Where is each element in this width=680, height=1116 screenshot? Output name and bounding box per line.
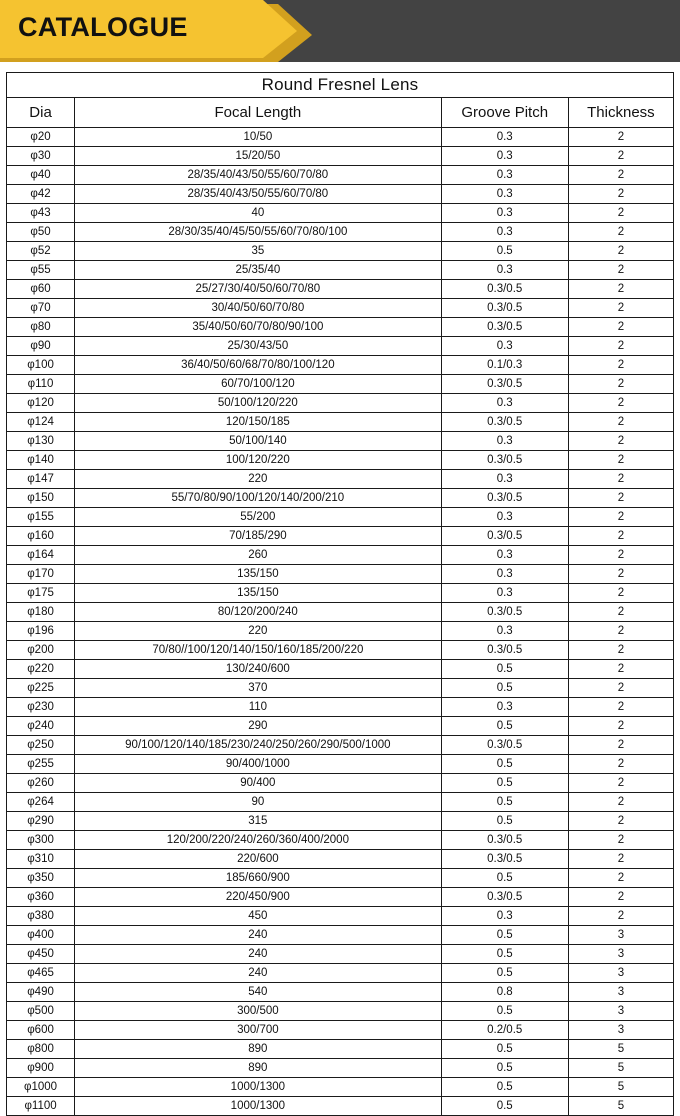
cell-focal-length: 260 [75, 546, 442, 565]
cell-groove-pitch: 0.3 [441, 166, 568, 185]
cell-thickness: 2 [568, 546, 673, 565]
cell-thickness: 2 [568, 679, 673, 698]
cell-dia: φ400 [7, 926, 75, 945]
cell-thickness: 2 [568, 527, 673, 546]
column-header-groove-pitch: Groove Pitch [441, 98, 568, 128]
cell-dia: φ200 [7, 641, 75, 660]
cell-dia: φ100 [7, 356, 75, 375]
cell-groove-pitch: 0.3/0.5 [441, 603, 568, 622]
cell-dia: φ900 [7, 1059, 75, 1078]
cell-focal-length: 25/30/43/50 [75, 337, 442, 356]
cell-thickness: 2 [568, 698, 673, 717]
cell-dia: φ170 [7, 565, 75, 584]
cell-dia: φ40 [7, 166, 75, 185]
cell-focal-length: 90/400/1000 [75, 755, 442, 774]
cell-thickness: 2 [568, 907, 673, 926]
cell-dia: φ230 [7, 698, 75, 717]
cell-thickness: 2 [568, 508, 673, 527]
cell-groove-pitch: 0.5 [441, 755, 568, 774]
cell-focal-length: 130/240/600 [75, 660, 442, 679]
cell-focal-length: 370 [75, 679, 442, 698]
cell-groove-pitch: 0.5 [441, 964, 568, 983]
cell-dia: φ380 [7, 907, 75, 926]
cell-dia: φ260 [7, 774, 75, 793]
cell-dia: φ140 [7, 451, 75, 470]
cell-thickness: 2 [568, 242, 673, 261]
cell-focal-length: 35 [75, 242, 442, 261]
cell-groove-pitch: 0.5 [441, 1078, 568, 1097]
cell-thickness: 2 [568, 451, 673, 470]
cell-groove-pitch: 0.5 [441, 812, 568, 831]
cell-groove-pitch: 0.3 [441, 470, 568, 489]
cell-groove-pitch: 0.5 [441, 869, 568, 888]
cell-focal-length: 70/185/290 [75, 527, 442, 546]
cell-groove-pitch: 0.3/0.5 [441, 375, 568, 394]
cell-dia: φ150 [7, 489, 75, 508]
table-row [7, 204, 674, 223]
cell-focal-length: 90 [75, 793, 442, 812]
cell-groove-pitch: 0.5 [441, 679, 568, 698]
cell-focal-length: 890 [75, 1040, 442, 1059]
table-row [7, 451, 674, 470]
cell-dia: φ1000 [7, 1078, 75, 1097]
cell-groove-pitch: 0.3 [441, 584, 568, 603]
cell-groove-pitch: 0.3/0.5 [441, 831, 568, 850]
page-title: CATALOGUE [18, 12, 188, 42]
table-row [7, 907, 674, 926]
cell-thickness: 2 [568, 318, 673, 337]
cell-focal-length: 36/40/50/60/68/70/80/100/120 [75, 356, 442, 375]
table-row [7, 869, 674, 888]
table-row [7, 1002, 674, 1021]
cell-groove-pitch: 0.3/0.5 [441, 413, 568, 432]
table-head [7, 73, 674, 128]
cell-groove-pitch: 0.3 [441, 508, 568, 527]
cell-thickness: 2 [568, 603, 673, 622]
cell-thickness: 2 [568, 166, 673, 185]
cell-groove-pitch: 0.3/0.5 [441, 451, 568, 470]
table-row [7, 242, 674, 261]
table-row [7, 565, 674, 584]
cell-dia: φ90 [7, 337, 75, 356]
table-row [7, 679, 674, 698]
cell-groove-pitch: 0.2/0.5 [441, 1021, 568, 1040]
cell-focal-length: 220/600 [75, 850, 442, 869]
cell-focal-length: 240 [75, 926, 442, 945]
cell-dia: φ120 [7, 394, 75, 413]
cell-focal-length: 120/150/185 [75, 413, 442, 432]
table-row [7, 812, 674, 831]
cell-dia: φ124 [7, 413, 75, 432]
cell-thickness: 2 [568, 356, 673, 375]
cell-groove-pitch: 0.3 [441, 546, 568, 565]
table-row [7, 793, 674, 812]
cell-thickness: 2 [568, 185, 673, 204]
table-row [7, 755, 674, 774]
cell-groove-pitch: 0.5 [441, 242, 568, 261]
table-row [7, 983, 674, 1002]
cell-groove-pitch: 0.3/0.5 [441, 736, 568, 755]
column-header-dia: Dia [7, 98, 75, 128]
cell-thickness: 2 [568, 128, 673, 147]
cell-dia: φ50 [7, 223, 75, 242]
table-title: Round Fresnel Lens [7, 73, 674, 98]
cell-dia: φ196 [7, 622, 75, 641]
cell-thickness: 2 [568, 489, 673, 508]
cell-groove-pitch: 0.5 [441, 1097, 568, 1116]
cell-groove-pitch: 0.3 [441, 261, 568, 280]
cell-groove-pitch: 0.5 [441, 945, 568, 964]
table-row [7, 318, 674, 337]
cell-groove-pitch: 0.3 [441, 185, 568, 204]
table-row [7, 432, 674, 451]
cell-focal-length: 25/35/40 [75, 261, 442, 280]
cell-thickness: 2 [568, 470, 673, 489]
cell-dia: φ42 [7, 185, 75, 204]
cell-focal-length: 55/70/80/90/100/120/140/200/210 [75, 489, 442, 508]
table-row [7, 337, 674, 356]
table-row [7, 299, 674, 318]
cell-dia: φ360 [7, 888, 75, 907]
cell-focal-length: 80/120/200/240 [75, 603, 442, 622]
cell-thickness: 2 [568, 375, 673, 394]
cell-focal-length: 1000/1300 [75, 1097, 442, 1116]
cell-focal-length: 240 [75, 964, 442, 983]
table-row [7, 1097, 674, 1116]
cell-thickness: 2 [568, 660, 673, 679]
cell-dia: φ220 [7, 660, 75, 679]
cell-focal-length: 28/35/40/43/50/55/60/70/80 [75, 185, 442, 204]
table-row [7, 964, 674, 983]
cell-focal-length: 55/200 [75, 508, 442, 527]
cell-groove-pitch: 0.5 [441, 1040, 568, 1059]
cell-thickness: 2 [568, 793, 673, 812]
cell-dia: φ180 [7, 603, 75, 622]
cell-focal-length: 15/20/50 [75, 147, 442, 166]
cell-dia: φ255 [7, 755, 75, 774]
cell-thickness: 2 [568, 774, 673, 793]
cell-groove-pitch: 0.3/0.5 [441, 489, 568, 508]
cell-groove-pitch: 0.5 [441, 1059, 568, 1078]
cell-focal-length: 300/700 [75, 1021, 442, 1040]
cell-thickness: 2 [568, 831, 673, 850]
cell-groove-pitch: 0.5 [441, 793, 568, 812]
cell-thickness: 2 [568, 584, 673, 603]
cell-groove-pitch: 0.5 [441, 926, 568, 945]
cell-groove-pitch: 0.8 [441, 983, 568, 1002]
cell-focal-length: 135/150 [75, 584, 442, 603]
cell-dia: φ110 [7, 375, 75, 394]
cell-thickness: 2 [568, 280, 673, 299]
cell-groove-pitch: 0.1/0.3 [441, 356, 568, 375]
cell-dia: φ500 [7, 1002, 75, 1021]
cell-dia: φ52 [7, 242, 75, 261]
cell-focal-length: 185/660/900 [75, 869, 442, 888]
cell-groove-pitch: 0.5 [441, 717, 568, 736]
table-row [7, 1021, 674, 1040]
cell-focal-length: 220 [75, 622, 442, 641]
table-body [7, 128, 674, 1116]
table-row [7, 470, 674, 489]
cell-thickness: 2 [568, 850, 673, 869]
cell-dia: φ43 [7, 204, 75, 223]
cell-thickness: 2 [568, 261, 673, 280]
cell-dia: φ465 [7, 964, 75, 983]
cell-groove-pitch: 0.5 [441, 1002, 568, 1021]
cell-dia: φ225 [7, 679, 75, 698]
cell-focal-length: 135/150 [75, 565, 442, 584]
cell-groove-pitch: 0.3 [441, 698, 568, 717]
table-row [7, 546, 674, 565]
cell-dia: φ80 [7, 318, 75, 337]
cell-groove-pitch: 0.3/0.5 [441, 850, 568, 869]
table-row [7, 584, 674, 603]
cell-dia: φ55 [7, 261, 75, 280]
cell-dia: φ300 [7, 831, 75, 850]
cell-dia: φ1100 [7, 1097, 75, 1116]
table-row [7, 527, 674, 546]
table-row [7, 698, 674, 717]
table-row [7, 489, 674, 508]
cell-groove-pitch: 0.3 [441, 907, 568, 926]
cell-groove-pitch: 0.3 [441, 622, 568, 641]
cell-dia: φ310 [7, 850, 75, 869]
cell-dia: φ20 [7, 128, 75, 147]
cell-focal-length: 50/100/140 [75, 432, 442, 451]
cell-groove-pitch: 0.3/0.5 [441, 318, 568, 337]
table-header-row [7, 98, 674, 128]
table-row [7, 147, 674, 166]
cell-dia: φ240 [7, 717, 75, 736]
cell-thickness: 2 [568, 717, 673, 736]
cell-thickness: 3 [568, 945, 673, 964]
cell-thickness: 2 [568, 641, 673, 660]
cell-focal-length: 1000/1300 [75, 1078, 442, 1097]
cell-thickness: 3 [568, 983, 673, 1002]
cell-focal-length: 10/50 [75, 128, 442, 147]
table-row [7, 736, 674, 755]
cell-dia: φ30 [7, 147, 75, 166]
cell-groove-pitch: 0.3 [441, 128, 568, 147]
cell-thickness: 2 [568, 888, 673, 907]
table-row [7, 888, 674, 907]
cell-focal-length: 100/120/220 [75, 451, 442, 470]
cell-groove-pitch: 0.3/0.5 [441, 527, 568, 546]
column-header-focal-length: Focal Length [75, 98, 442, 128]
cell-dia: φ600 [7, 1021, 75, 1040]
cell-focal-length: 28/35/40/43/50/55/60/70/80 [75, 166, 442, 185]
table-row [7, 1059, 674, 1078]
cell-focal-length: 90/100/120/140/185/230/240/250/260/290/500/1000 [75, 736, 442, 755]
cell-dia: φ130 [7, 432, 75, 451]
cell-focal-length: 220/450/900 [75, 888, 442, 907]
cell-thickness: 3 [568, 1021, 673, 1040]
cell-thickness: 2 [568, 869, 673, 888]
cell-groove-pitch: 0.3/0.5 [441, 888, 568, 907]
cell-focal-length: 315 [75, 812, 442, 831]
cell-groove-pitch: 0.3/0.5 [441, 299, 568, 318]
table-row [7, 280, 674, 299]
cell-focal-length: 28/30/35/40/45/50/55/60/70/80/100 [75, 223, 442, 242]
cell-thickness: 2 [568, 394, 673, 413]
cell-dia: φ155 [7, 508, 75, 527]
cell-thickness: 2 [568, 755, 673, 774]
cell-focal-length: 450 [75, 907, 442, 926]
cell-thickness: 2 [568, 565, 673, 584]
table-row [7, 945, 674, 964]
cell-dia: φ175 [7, 584, 75, 603]
cell-focal-length: 25/27/30/40/50/60/70/80 [75, 280, 442, 299]
table-row [7, 394, 674, 413]
cell-dia: φ490 [7, 983, 75, 1002]
cell-groove-pitch: 0.3/0.5 [441, 280, 568, 299]
cell-focal-length: 110 [75, 698, 442, 717]
table-row [7, 717, 674, 736]
cell-focal-length: 50/100/120/220 [75, 394, 442, 413]
cell-groove-pitch: 0.3 [441, 337, 568, 356]
cell-dia: φ70 [7, 299, 75, 318]
table-row [7, 356, 674, 375]
cell-focal-length: 540 [75, 983, 442, 1002]
cell-focal-length: 30/40/50/60/70/80 [75, 299, 442, 318]
cell-thickness: 3 [568, 1002, 673, 1021]
cell-thickness: 2 [568, 812, 673, 831]
cell-thickness: 2 [568, 223, 673, 242]
cell-groove-pitch: 0.3 [441, 147, 568, 166]
table-row [7, 660, 674, 679]
cell-dia: φ290 [7, 812, 75, 831]
cell-thickness: 2 [568, 337, 673, 356]
cell-dia: φ450 [7, 945, 75, 964]
table-row [7, 622, 674, 641]
cell-groove-pitch: 0.3 [441, 204, 568, 223]
cell-focal-length: 70/80//100/120/140/150/160/185/200/220 [75, 641, 442, 660]
cell-groove-pitch: 0.3 [441, 223, 568, 242]
table-row [7, 185, 674, 204]
cell-thickness: 2 [568, 413, 673, 432]
cell-focal-length: 35/40/50/60/70/80/90/100 [75, 318, 442, 337]
cell-thickness: 3 [568, 926, 673, 945]
table-row [7, 223, 674, 242]
cell-groove-pitch: 0.3 [441, 394, 568, 413]
cell-dia: φ800 [7, 1040, 75, 1059]
cell-dia: φ147 [7, 470, 75, 489]
table-row [7, 831, 674, 850]
column-header-thickness: Thickness [568, 98, 673, 128]
cell-focal-length: 220 [75, 470, 442, 489]
cell-thickness: 2 [568, 736, 673, 755]
table-row [7, 774, 674, 793]
cell-focal-length: 60/70/100/120 [75, 375, 442, 394]
cell-dia: φ60 [7, 280, 75, 299]
cell-groove-pitch: 0.3/0.5 [441, 641, 568, 660]
cell-groove-pitch: 0.3 [441, 432, 568, 451]
table-row [7, 850, 674, 869]
cell-focal-length: 240 [75, 945, 442, 964]
table-row [7, 1078, 674, 1097]
table-title-row [7, 73, 674, 98]
cell-thickness: 5 [568, 1040, 673, 1059]
cell-thickness: 2 [568, 432, 673, 451]
catalogue-table [6, 72, 674, 1116]
table-row [7, 413, 674, 432]
table-row [7, 375, 674, 394]
cell-dia: φ164 [7, 546, 75, 565]
cell-dia: φ250 [7, 736, 75, 755]
catalogue-table-container [0, 62, 680, 1116]
cell-dia: φ350 [7, 869, 75, 888]
cell-thickness: 5 [568, 1078, 673, 1097]
cell-groove-pitch: 0.3 [441, 565, 568, 584]
cell-thickness: 2 [568, 622, 673, 641]
cell-focal-length: 120/200/220/240/260/360/400/2000 [75, 831, 442, 850]
cell-dia: φ160 [7, 527, 75, 546]
cell-thickness: 2 [568, 147, 673, 166]
table-row [7, 166, 674, 185]
table-row [7, 508, 674, 527]
cell-focal-length: 40 [75, 204, 442, 223]
cell-thickness: 5 [568, 1097, 673, 1116]
cell-thickness: 2 [568, 299, 673, 318]
cell-thickness: 5 [568, 1059, 673, 1078]
cell-focal-length: 890 [75, 1059, 442, 1078]
cell-focal-length: 90/400 [75, 774, 442, 793]
cell-focal-length: 290 [75, 717, 442, 736]
table-row [7, 128, 674, 147]
table-row [7, 641, 674, 660]
table-row [7, 261, 674, 280]
table-row [7, 926, 674, 945]
cell-focal-length: 300/500 [75, 1002, 442, 1021]
cell-dia: φ264 [7, 793, 75, 812]
cell-thickness: 3 [568, 964, 673, 983]
table-row [7, 1040, 674, 1059]
cell-thickness: 2 [568, 204, 673, 223]
cell-groove-pitch: 0.5 [441, 660, 568, 679]
cell-groove-pitch: 0.5 [441, 774, 568, 793]
table-row [7, 603, 674, 622]
page-banner [0, 0, 680, 62]
